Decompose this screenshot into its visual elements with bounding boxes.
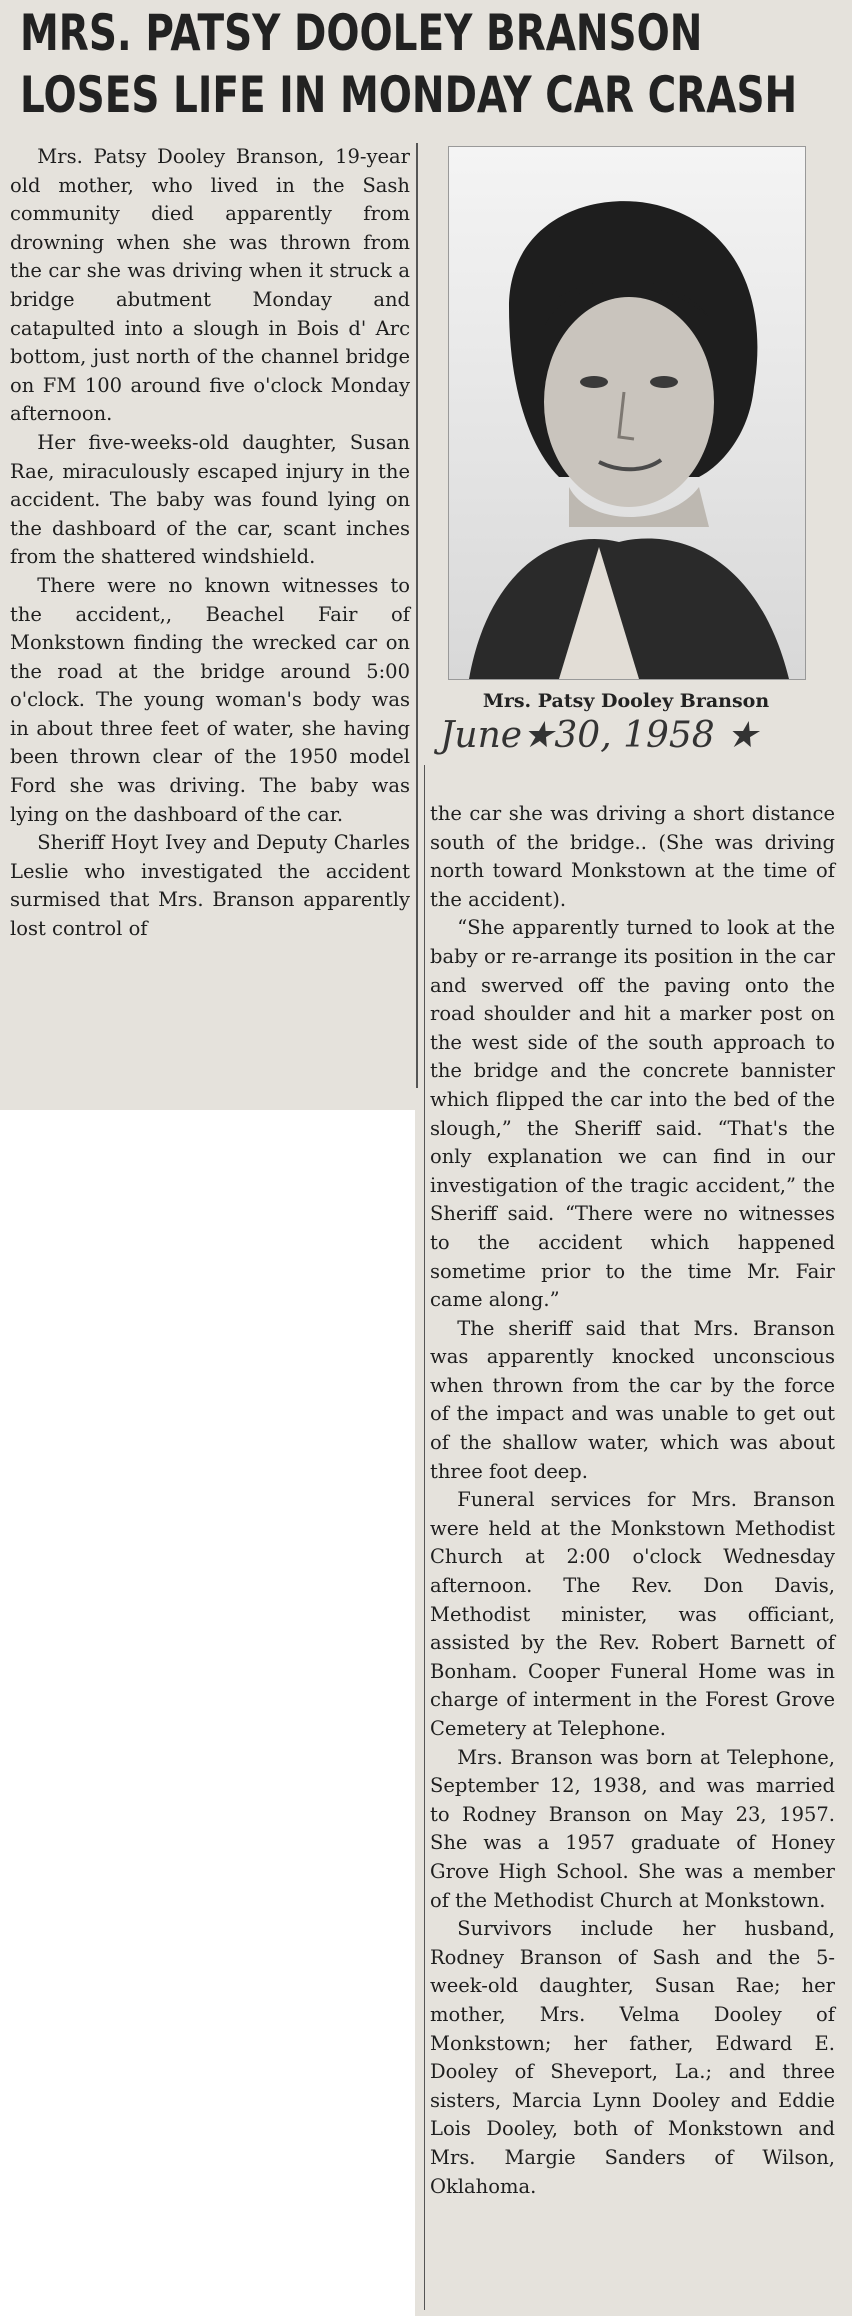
article-column-left xyxy=(10,143,410,944)
paragraph: Mrs. Branson was born at Telephone, September 12, 1938, and was married to Rodney Branson on May 23, 1957. She was a 1957 graduate of Honey Grove High School. She was a member of the Methodist Church at Monkstown. xyxy=(430,1745,835,1912)
paragraph: “She apparently turned to look at the baby or re-arrange its position in the car and swerved off the paving onto the road shoulder and hit a marker post on the west side of the south approach to the bridge and the concrete bannister which flipped the car into the bed of the slough,” the Sheriff said. “That's the only explanation we can find in our investigation of the tragic accident,” the Sheriff said. “There were no witnesses to the accident which happened sometime prior to the time Mr. Fair came along.” xyxy=(430,916,835,1312)
photo-caption: Mrs. Patsy Dooley Branson xyxy=(482,690,770,712)
headline xyxy=(20,2,798,126)
paragraph: Survivors include her husband, Rodney Branson of Sash and the 5-week-old daughter, Susan Rae; her mother, Mrs. Velma Dooley of Monkstown; her father, Edward E. Dooley of Sheveport, La.; and three sisters, Marcia Lynn Dooley and Eddie Lois Dooley, both of Monkstown and Mrs. Margie Sanders of Wilson, Oklahoma. xyxy=(430,1917,835,2198)
headline-line-2: LOSES LIFE IN MONDAY CAR CRASH xyxy=(20,66,798,124)
portrait-image xyxy=(449,147,805,679)
column-rule-left xyxy=(416,143,418,1088)
paragraph: Mrs. Patsy Dooley Branson, 19-year old mother, who lived in the Sash community died apparently from drowning when she was thrown from the car she was driving when it struck a bridge abutment Monday and catapulted into a slough in Bois d' Arc bottom, just north of the channel bridge on FM 100 around five o'clock Monday afternoon. xyxy=(10,145,410,426)
paragraph: The sheriff said that Mrs. Branson was apparently knocked unconscious when thrown from the car by the force of the impact and was unable to get out of the shallow water, which was about three foot deep. xyxy=(430,1316,835,1483)
paragraph: Sheriff Hoyt Ivey and Deputy Charles Leslie who investigated the accident surmised that Mrs. Branson apparently lost control of xyxy=(10,831,410,941)
headline-line-1: MRS. PATSY DOOLEY BRANSON xyxy=(20,4,703,62)
column-rule-right xyxy=(424,765,425,2310)
portrait-photo xyxy=(448,146,806,680)
article-column-right xyxy=(430,800,835,2201)
paragraph: Funeral services for Mrs. Branson were held at the Monkstown Methodist Church at 2:00 o'clock Wednesday afternoon. The Rev. Don Davis, Methodist minister, was officiant, assisted by the Rev. Robert Barnett of Bonham. Cooper Funeral Home was in charge of interment in the Forest Grove Cemetery at Telephone. xyxy=(430,1488,835,1740)
paragraph: There were no known witnesses to the accident,, Beachel Fair of Monkstown finding the wrecked car on the road at the bridge around 5:00 o'clock. The young woman's body was in about three feet of water, she having been thrown clear of the 1950 model Ford she was driving. The baby was lying on the dashboard of the car. xyxy=(10,573,410,826)
paragraph: Her five-weeks-old daughter, Susan Rae, miraculously escaped injury in the accident. The baby was found lying on the dashboard of the car, scant inches from the shattered windshield. xyxy=(10,430,410,569)
paragraph: the car she was driving a short distance south of the bridge.. (She was driving north toward Monkstown at the time of the accident). xyxy=(430,802,835,911)
handwritten-date: June★30, 1958 ★ xyxy=(440,715,759,756)
